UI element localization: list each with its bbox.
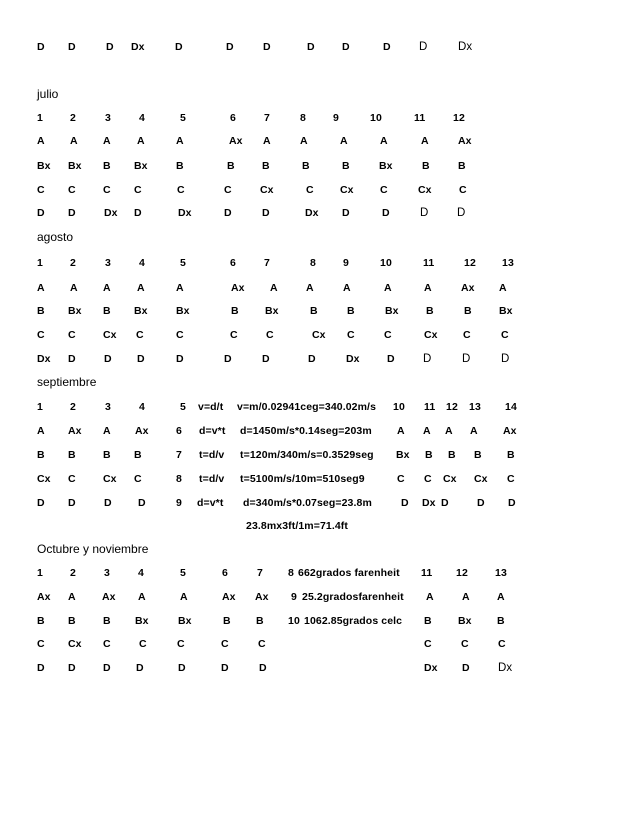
section-heading: septiembre [37,375,97,389]
grid-cell: B [37,615,45,627]
grid-cell: Ax [102,591,116,603]
grid-cell: A [340,135,348,147]
grid-cell: B [37,305,45,317]
grid-cell: 3 [105,257,111,269]
table-row [0,111,638,127]
grid-cell: C [134,473,142,485]
grid-cell: Dx [458,41,473,53]
grid-cell: Bx [135,615,149,627]
grid-cell: t=d/v [199,449,225,461]
grid-cell: C [461,638,469,650]
grid-cell: 5 [180,112,186,124]
grid-cell: C [501,329,509,341]
grid-cell: 11 [414,112,426,124]
grid-cell: 12 [446,401,458,413]
grid-cell: B [103,305,111,317]
grid-cell: Bx [178,615,192,627]
grid-cell: D [68,353,76,365]
grid-cell: C [266,329,274,341]
grid-cell: B [458,160,466,172]
grid-cell: A [470,425,478,437]
grid-cell: 1 [37,401,43,413]
grid-cell: D [462,353,471,365]
grid-cell: Dx [346,353,360,365]
grid-cell: 2 [70,257,76,269]
grid-cell: B [103,615,111,627]
grid-cell: B [256,615,264,627]
grid-cell: v=d/t [198,401,224,413]
grid-cell: 10 [380,257,392,269]
grid-cell: 13 [469,401,481,413]
grid-cell: C [224,184,232,196]
grid-cell: D [221,662,229,674]
grid-cell: Bx [68,305,82,317]
grid-cell: 1062.85grados celc [304,615,403,627]
grid-cell: 11 [424,401,436,413]
grid-cell: A [138,591,146,603]
grid-cell: 10 [288,615,300,627]
grid-cell: Bx [265,305,279,317]
grid-cell: 14 [505,401,517,413]
grid-cell: A [423,425,431,437]
grid-cell: 8 [300,112,306,124]
grid-cell: 25.2gradosfarenheit [302,591,404,603]
grid-cell: 7 [264,257,270,269]
grid-cell: D [419,41,428,53]
grid-cell: 13 [502,257,514,269]
grid-cell: 5 [180,257,186,269]
table-row [0,281,638,297]
grid-cell: 8 [288,567,294,579]
grid-cell: Cx [312,329,326,341]
grid-cell: Bx [176,305,190,317]
grid-cell: 4 [139,257,145,269]
grid-cell: D [387,353,395,365]
table-row [0,256,638,272]
grid-cell: C [103,638,111,650]
grid-cell: C [134,184,142,196]
table-row [0,590,638,606]
grid-cell: D [401,497,409,509]
grid-cell: 9 [176,497,182,509]
grid-cell: 3 [105,112,111,124]
grid-cell: D [37,207,45,219]
grid-cell: D [104,497,112,509]
grid-cell: C [68,473,76,485]
grid-cell: d=340m/s*0.07seg=23.8m [243,497,372,509]
grid-cell: Cx [103,329,117,341]
table-row [0,496,638,512]
grid-cell: 2 [70,112,76,124]
grid-cell: C [136,329,144,341]
grid-cell: Cx [474,473,488,485]
grid-cell: 12 [464,257,476,269]
grid-cell: B [342,160,350,172]
grid-cell: C [177,184,185,196]
grid-cell: D [37,662,45,674]
grid-cell: Ax [135,425,149,437]
grid-cell: C [424,638,432,650]
grid-cell: D [420,207,429,219]
grid-cell: A [462,591,470,603]
grid-cell: A [306,282,314,294]
grid-cell: Dx [422,497,436,509]
grid-cell: B [223,615,231,627]
grid-cell: 7 [264,112,270,124]
grid-cell: Cx [424,329,438,341]
grid-cell: Ax [461,282,475,294]
section-heading: agosto [37,230,74,244]
grid-cell: D [175,41,183,53]
table-row [0,134,638,150]
grid-cell: D [307,41,315,53]
grid-cell: D [37,41,45,53]
grid-cell: A [426,591,434,603]
grid-cell: 4 [139,401,145,413]
grid-cell: 1 [37,112,43,124]
grid-cell: 9 [291,591,297,603]
grid-cell: 23.8mx3ft/1m=71.4ft [246,520,348,532]
grid-cell: 3 [104,567,110,579]
grid-cell: Bx [458,615,472,627]
grid-cell: D [134,207,142,219]
grid-cell: B [103,160,111,172]
grid-cell: B [347,305,355,317]
grid-cell: D [423,353,432,365]
grid-cell: C [507,473,515,485]
grid-cell: Cx [103,473,117,485]
grid-cell: C [176,329,184,341]
grid-cell: A [137,135,145,147]
grid-cell: D [508,497,516,509]
grid-cell: 3 [105,401,111,413]
grid-cell: 6 [230,257,236,269]
grid-cell: 11 [421,567,433,579]
grid-cell: 6 [230,112,236,124]
grid-cell: 2 [70,401,76,413]
table-row [0,614,638,630]
grid-cell: A [176,282,184,294]
grid-cell: 662grados farenheit [298,567,400,579]
grid-cell: Ax [503,425,517,437]
table-row [0,159,638,175]
grid-cell: C [306,184,314,196]
grid-cell: D [106,41,114,53]
table-row [0,448,638,464]
grid-cell: 11 [423,257,435,269]
grid-cell: A [180,591,188,603]
grid-cell: Cx [418,184,432,196]
grid-cell: 6 [222,567,228,579]
grid-cell: D [136,662,144,674]
grid-cell: C [498,638,506,650]
grid-cell: C [37,329,45,341]
grid-cell: D [68,41,76,53]
grid-cell: t=5100m/s/10m=510seg9 [240,473,365,485]
grid-cell: D [501,353,510,365]
table-row [0,424,638,440]
grid-cell: D [224,353,232,365]
grid-cell: B [464,305,472,317]
grid-cell: D [342,41,350,53]
grid-cell: D [383,41,391,53]
grid-cell: D [176,353,184,365]
grid-cell: B [302,160,310,172]
grid-cell: C [258,638,266,650]
grid-cell: 5 [180,401,186,413]
table-row [0,519,638,535]
grid-cell: A [421,135,429,147]
grid-cell: Dx [305,207,319,219]
grid-cell: D [68,497,76,509]
grid-cell: C [68,184,76,196]
grid-cell: Bx [385,305,399,317]
grid-cell: 10 [370,112,382,124]
grid-cell: A [384,282,392,294]
grid-cell: D [178,662,186,674]
grid-cell: A [300,135,308,147]
grid-cell: C [221,638,229,650]
grid-cell: B [103,449,111,461]
grid-cell: 5 [180,567,186,579]
grid-cell: D [382,207,390,219]
grid-cell: C [397,473,405,485]
grid-cell: A [37,425,45,437]
grid-cell: C [347,329,355,341]
grid-cell: 8 [176,473,182,485]
grid-cell: C [68,329,76,341]
grid-cell: D [441,497,449,509]
grid-cell: D [103,662,111,674]
grid-cell: D [68,207,76,219]
grid-cell: D [342,207,350,219]
grid-cell: A [103,282,111,294]
grid-cell: 7 [257,567,263,579]
grid-cell: A [263,135,271,147]
grid-cell: D [37,497,45,509]
grid-cell: D [457,207,466,219]
grid-cell: A [343,282,351,294]
table-row [0,472,638,488]
grid-cell: v=m/0.02941ceg=340.02m/s [237,401,377,413]
grid-cell: B [68,449,76,461]
grid-cell: C [139,638,147,650]
grid-cell: B [310,305,318,317]
section-heading: Octubre y noviembre [37,542,149,556]
table-row [0,328,638,344]
table-row [0,304,638,320]
grid-cell: C [384,329,392,341]
grid-cell: A [397,425,405,437]
grid-cell: B [426,305,434,317]
grid-cell: B [497,615,505,627]
grid-cell: D [262,207,270,219]
grid-cell: B [176,160,184,172]
grid-cell: A [68,591,76,603]
grid-cell: C [177,638,185,650]
grid-cell: B [507,449,515,461]
grid-cell: Dx [131,41,145,53]
grid-cell: B [425,449,433,461]
grid-cell: A [70,135,78,147]
grid-cell: Ax [222,591,236,603]
grid-cell: Cx [37,473,51,485]
grid-cell: C [380,184,388,196]
grid-cell: D [226,41,234,53]
section-heading: julio [37,87,59,101]
grid-cell: d=v*t [197,497,224,509]
grid-cell: A [424,282,432,294]
grid-cell: B [68,615,76,627]
grid-cell: Bx [379,160,393,172]
grid-cell: Ax [37,591,51,603]
grid-cell: Dx [37,353,51,365]
grid-cell: D [462,662,470,674]
grid-cell: A [70,282,78,294]
table-row [0,352,638,368]
grid-cell: A [103,425,111,437]
grid-cell: 1 [37,257,43,269]
grid-cell: B [231,305,239,317]
grid-cell: D [138,497,146,509]
grid-cell: t=120m/340m/s=0.3529seg [240,449,374,461]
grid-cell: Dx [104,207,118,219]
grid-cell: 1 [37,567,43,579]
grid-cell: Dx [178,207,192,219]
grid-cell: A [270,282,278,294]
grid-cell: 9 [333,112,339,124]
grid-cell: D [104,353,112,365]
grid-cell: A [380,135,388,147]
table-row [0,566,638,582]
grid-cell: 7 [176,449,182,461]
grid-cell: A [499,282,507,294]
grid-cell: Bx [499,305,513,317]
grid-cell: C [424,473,432,485]
grid-cell: D [263,41,271,53]
grid-cell: B [424,615,432,627]
grid-cell: C [37,184,45,196]
grid-cell: D [224,207,232,219]
grid-cell: C [37,638,45,650]
grid-cell: d=v*t [199,425,226,437]
grid-cell: D [308,353,316,365]
grid-cell: 9 [343,257,349,269]
grid-cell: B [262,160,270,172]
grid-cell: C [459,184,467,196]
grid-cell: Bx [134,305,148,317]
grid-cell: A [37,135,45,147]
grid-cell: 6 [176,425,182,437]
grid-cell: B [448,449,456,461]
table-row [0,400,638,416]
grid-cell: 12 [456,567,468,579]
grid-cell: C [230,329,238,341]
grid-cell: Dx [424,662,438,674]
grid-cell: Bx [37,160,51,172]
grid-cell: Ax [458,135,472,147]
grid-cell: Cx [443,473,457,485]
grid-cell: Dx [498,662,513,674]
grid-cell: D [68,662,76,674]
grid-cell: B [474,449,482,461]
grid-cell: 10 [393,401,405,413]
grid-cell: A [176,135,184,147]
grid-cell: 2 [70,567,76,579]
grid-cell: C [463,329,471,341]
grid-cell: Bx [396,449,410,461]
grid-cell: B [227,160,235,172]
grid-cell: t=d/v [199,473,225,485]
grid-cell: Bx [68,160,82,172]
grid-cell: D [262,353,270,365]
grid-cell: Ax [255,591,269,603]
grid-cell: A [137,282,145,294]
grid-cell: A [37,282,45,294]
grid-cell: D [259,662,267,674]
grid-cell: A [445,425,453,437]
table-row [0,40,638,56]
table-row [0,183,638,199]
table-row [0,206,638,222]
grid-cell: Bx [134,160,148,172]
grid-cell: 8 [310,257,316,269]
grid-cell: D [477,497,485,509]
grid-cell: Cx [68,638,82,650]
grid-cell: A [497,591,505,603]
table-row [0,661,638,677]
grid-cell: 4 [139,112,145,124]
grid-cell: 13 [495,567,507,579]
grid-cell: B [422,160,430,172]
grid-cell: d=1450m/s*0.14seg=203m [240,425,372,437]
grid-cell: C [103,184,111,196]
grid-cell: Cx [340,184,354,196]
table-row [0,637,638,653]
grid-cell: 4 [138,567,144,579]
grid-cell: 12 [453,112,465,124]
grid-cell: A [103,135,111,147]
grid-cell: Cx [260,184,274,196]
grid-cell: B [134,449,142,461]
grid-cell: B [37,449,45,461]
grid-cell: D [137,353,145,365]
grid-cell: Ax [231,282,245,294]
grid-cell: Ax [68,425,82,437]
grid-cell: Ax [229,135,243,147]
